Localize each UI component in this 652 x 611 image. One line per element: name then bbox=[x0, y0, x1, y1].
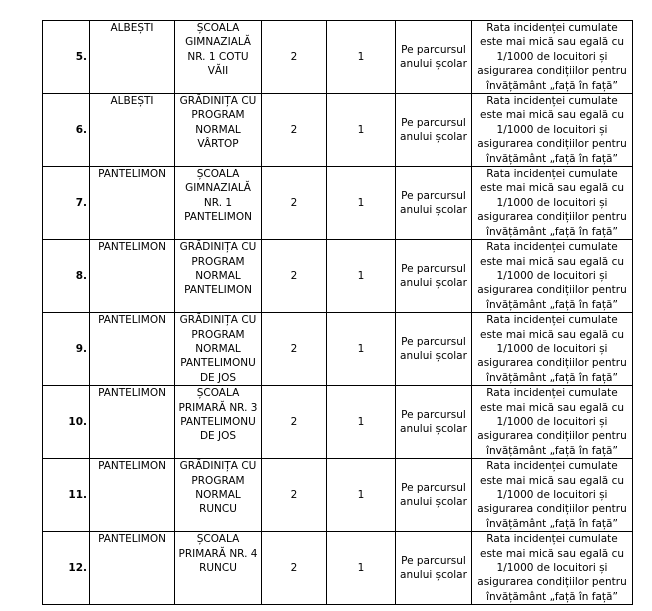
count-b-cell: 1 bbox=[327, 386, 396, 459]
period-cell bbox=[396, 459, 472, 532]
period-cell-line: anului școlar bbox=[400, 58, 467, 71]
condition-cell-line: 1/1000 de locuitori și bbox=[496, 415, 608, 428]
count-b-cell: 1 bbox=[327, 313, 396, 386]
condition-cell-line: este mai mică sau egală cu bbox=[479, 401, 625, 414]
table-row bbox=[43, 167, 633, 240]
period-cell-line: Pe parcursul bbox=[401, 408, 466, 421]
condition-cell-line: Rata incidenței cumulate bbox=[486, 95, 618, 108]
condition-cell-line: asigurarea condițiilor pentru bbox=[477, 430, 627, 443]
row-number: 12. bbox=[43, 532, 90, 605]
condition-cell-line: învățământ „față în față” bbox=[486, 79, 618, 92]
period-cell-line: anului școlar bbox=[400, 350, 467, 363]
period-cell-line: anului școlar bbox=[400, 204, 467, 217]
condition-cell bbox=[472, 21, 633, 94]
period-cell bbox=[396, 94, 472, 167]
condition-cell-line: asigurarea condițiilor pentru bbox=[477, 211, 627, 224]
condition-cell-line: 1/1000 de locuitori și bbox=[496, 269, 608, 282]
school-unit-cell-line: PANTELIMONU bbox=[180, 357, 256, 370]
condition-cell-line: învățământ „față în față” bbox=[486, 371, 618, 384]
period-cell bbox=[396, 167, 472, 240]
school-unit-cell-line: ȘCOALA bbox=[196, 533, 240, 546]
table-body bbox=[43, 21, 633, 605]
locality-cell: ALBEȘTI bbox=[90, 94, 175, 167]
condition-cell bbox=[472, 532, 633, 605]
condition-cell-line: asigurarea condițiilor pentru bbox=[477, 357, 627, 370]
school-unit-cell-line: GRĂDINIȚA CU bbox=[179, 241, 257, 254]
school-unit-cell-line: ȘCOALA bbox=[196, 22, 240, 34]
school-unit-cell-line: GRĂDINIȚA CU bbox=[179, 460, 257, 473]
condition-cell-line: 1/1000 de locuitori și bbox=[496, 489, 608, 501]
locality-cell: PANTELIMON bbox=[90, 240, 175, 313]
table-row bbox=[43, 459, 633, 532]
condition-cell-line: 1/1000 de locuitori și bbox=[496, 196, 608, 209]
school-unit-cell-line: VÂRTOP bbox=[197, 138, 239, 151]
locality-cell: ALBEȘTI bbox=[90, 21, 175, 94]
school-unit-cell-line: VĂII bbox=[207, 65, 229, 78]
period-cell-line: Pe parcursul bbox=[401, 116, 466, 129]
count-a-cell: 2 bbox=[262, 386, 327, 459]
count-b-cell: 1 bbox=[327, 167, 396, 240]
count-b-cell: 1 bbox=[327, 532, 396, 605]
period-cell-line: anului școlar bbox=[400, 131, 467, 144]
school-unit-cell bbox=[175, 94, 262, 167]
condition-cell-line: învățământ „față în față” bbox=[486, 298, 618, 311]
count-a-cell: 2 bbox=[262, 240, 327, 313]
school-unit-cell-line: RUNCU bbox=[199, 562, 237, 575]
school-unit-cell-line: NORMAL bbox=[195, 269, 241, 282]
school-unit-cell-line: PROGRAM bbox=[191, 474, 245, 487]
school-unit-cell-line: GIMNAZIALĂ bbox=[185, 182, 251, 195]
row-number: 9. bbox=[43, 313, 90, 386]
condition-cell-line: 1/1000 de locuitori și bbox=[496, 123, 608, 136]
school-unit-cell-line: NORMAL bbox=[195, 342, 241, 355]
condition-cell-line: Rata incidenței cumulate bbox=[486, 533, 618, 546]
period-cell-line: Pe parcursul bbox=[401, 335, 466, 348]
school-unit-cell-line: RUNCU bbox=[199, 503, 237, 516]
period-cell-line: Pe parcursul bbox=[401, 43, 466, 56]
condition-cell-line: Rata incidenței cumulate bbox=[486, 314, 618, 327]
school-unit-cell-line: ȘCOALA bbox=[196, 387, 240, 400]
locality-cell: PANTELIMON bbox=[90, 167, 175, 240]
school-unit-cell-line: NORMAL bbox=[195, 489, 241, 501]
count-b-cell: 1 bbox=[327, 94, 396, 167]
table-row bbox=[43, 386, 633, 459]
period-cell-line: anului școlar bbox=[400, 423, 467, 436]
table-row bbox=[43, 21, 633, 94]
school-unit-cell bbox=[175, 532, 262, 605]
condition-cell bbox=[472, 459, 633, 532]
row-number: 6. bbox=[43, 94, 90, 167]
condition-cell-line: Rata incidenței cumulate bbox=[486, 241, 618, 254]
condition-cell-line: Rata incidenței cumulate bbox=[486, 22, 618, 34]
condition-cell-line: este mai mică sau egală cu bbox=[479, 182, 625, 195]
school-unit-cell bbox=[175, 167, 262, 240]
table-row bbox=[43, 94, 633, 167]
condition-cell-line: asigurarea condițiilor pentru bbox=[477, 503, 627, 516]
school-unit-cell bbox=[175, 313, 262, 386]
school-unit-cell-line: PRIMARĂ NR. 4 bbox=[178, 547, 258, 560]
row-number: 11. bbox=[43, 459, 90, 532]
school-unit-cell-line: GRĂDINIȚA CU bbox=[179, 314, 257, 327]
school-unit-cell-line: NORMAL bbox=[195, 123, 241, 136]
locality-cell: PANTELIMON bbox=[90, 386, 175, 459]
count-b-cell: 1 bbox=[327, 21, 396, 94]
table-row bbox=[43, 313, 633, 386]
count-a-cell: 2 bbox=[262, 459, 327, 532]
row-number: 5. bbox=[43, 21, 90, 94]
condition-cell bbox=[472, 94, 633, 167]
school-unit-cell-line: NR. 1 bbox=[203, 196, 233, 209]
school-unit-cell-line: DE JOS bbox=[199, 430, 237, 443]
row-number: 10. bbox=[43, 386, 90, 459]
period-cell bbox=[396, 240, 472, 313]
count-a-cell: 2 bbox=[262, 167, 327, 240]
condition-cell-line: asigurarea condițiilor pentru bbox=[477, 576, 627, 589]
count-b-cell: 1 bbox=[327, 240, 396, 313]
school-unit-cell-line: GRĂDINIȚA CU bbox=[179, 95, 257, 108]
locality-cell: PANTELIMON bbox=[90, 532, 175, 605]
school-unit-cell bbox=[175, 386, 262, 459]
condition-cell-line: este mai mică sau egală cu bbox=[479, 328, 625, 341]
condition-cell bbox=[472, 167, 633, 240]
school-unit-cell bbox=[175, 21, 262, 94]
condition-cell-line: Rata incidenței cumulate bbox=[486, 168, 618, 181]
period-cell-line: Pe parcursul bbox=[401, 554, 466, 567]
count-a-cell: 2 bbox=[262, 21, 327, 94]
condition-cell-line: învățământ „față în față” bbox=[486, 517, 618, 530]
count-a-cell: 2 bbox=[262, 94, 327, 167]
school-unit-cell bbox=[175, 459, 262, 532]
condition-cell bbox=[472, 240, 633, 313]
condition-cell-line: 1/1000 de locuitori și bbox=[496, 342, 608, 355]
period-cell bbox=[396, 386, 472, 459]
period-cell-line: anului școlar bbox=[400, 496, 467, 509]
school-unit-cell-line: PROGRAM bbox=[191, 255, 245, 268]
condition-cell-line: asigurarea condițiilor pentru bbox=[477, 284, 627, 297]
school-unit-cell-line: NR. 1 COTU bbox=[187, 50, 249, 63]
condition-cell-line: asigurarea condițiilor pentru bbox=[477, 65, 627, 78]
table-row bbox=[43, 240, 633, 313]
condition-cell-line: Rata incidenței cumulate bbox=[486, 460, 618, 473]
school-unit-cell-line: DE JOS bbox=[199, 371, 237, 384]
condition-cell-line: învățământ „față în față” bbox=[486, 444, 618, 457]
period-cell-line: Pe parcursul bbox=[401, 189, 466, 202]
school-unit-cell-line: PANTELIMON bbox=[184, 284, 252, 297]
condition-cell bbox=[472, 386, 633, 459]
school-unit-cell-line: GIMNAZIALĂ bbox=[185, 36, 251, 49]
count-b-cell: 1 bbox=[327, 459, 396, 532]
school-unit-cell-line: PROGRAM bbox=[191, 109, 245, 122]
condition-cell-line: este mai mică sau egală cu bbox=[479, 547, 625, 560]
condition-cell-line: este mai mică sau egală cu bbox=[479, 109, 625, 122]
school-unit-cell bbox=[175, 240, 262, 313]
condition-cell-line: învățământ „față în față” bbox=[486, 590, 618, 603]
condition-cell-line: învățământ „față în față” bbox=[486, 152, 618, 165]
school-unit-cell-line: PRIMARĂ NR. 3 bbox=[178, 401, 258, 414]
period-cell-line: anului școlar bbox=[400, 277, 467, 290]
period-cell-line: Pe parcursul bbox=[401, 481, 466, 494]
condition-cell-line: Rata incidenței cumulate bbox=[486, 387, 618, 400]
school-unit-cell-line: PANTELIMONU bbox=[180, 415, 256, 428]
school-unit-cell-line: ȘCOALA bbox=[196, 168, 240, 181]
schools-table bbox=[42, 20, 633, 605]
row-number: 7. bbox=[43, 167, 90, 240]
school-unit-cell-line: PROGRAM bbox=[191, 328, 245, 341]
condition-cell-line: 1/1000 de locuitori și bbox=[496, 50, 608, 63]
period-cell bbox=[396, 313, 472, 386]
condition-cell-line: asigurarea condițiilor pentru bbox=[477, 138, 627, 151]
school-unit-cell-line: PANTELIMON bbox=[184, 211, 252, 224]
condition-cell-line: este mai mică sau egală cu bbox=[479, 255, 625, 268]
condition-cell-line: este mai mică sau egală cu bbox=[479, 36, 625, 49]
condition-cell-line: este mai mică sau egală cu bbox=[479, 474, 625, 487]
period-cell-line: anului școlar bbox=[400, 569, 467, 582]
row-number: 8. bbox=[43, 240, 90, 313]
period-cell bbox=[396, 21, 472, 94]
condition-cell bbox=[472, 313, 633, 386]
count-a-cell: 2 bbox=[262, 313, 327, 386]
count-a-cell: 2 bbox=[262, 532, 327, 605]
locality-cell: PANTELIMON bbox=[90, 459, 175, 532]
table-row bbox=[43, 532, 633, 605]
period-cell-line: Pe parcursul bbox=[401, 262, 466, 275]
locality-cell: PANTELIMON bbox=[90, 313, 175, 386]
condition-cell-line: învățământ „față în față” bbox=[486, 225, 618, 238]
condition-cell-line: 1/1000 de locuitori și bbox=[496, 562, 608, 575]
period-cell bbox=[396, 532, 472, 605]
